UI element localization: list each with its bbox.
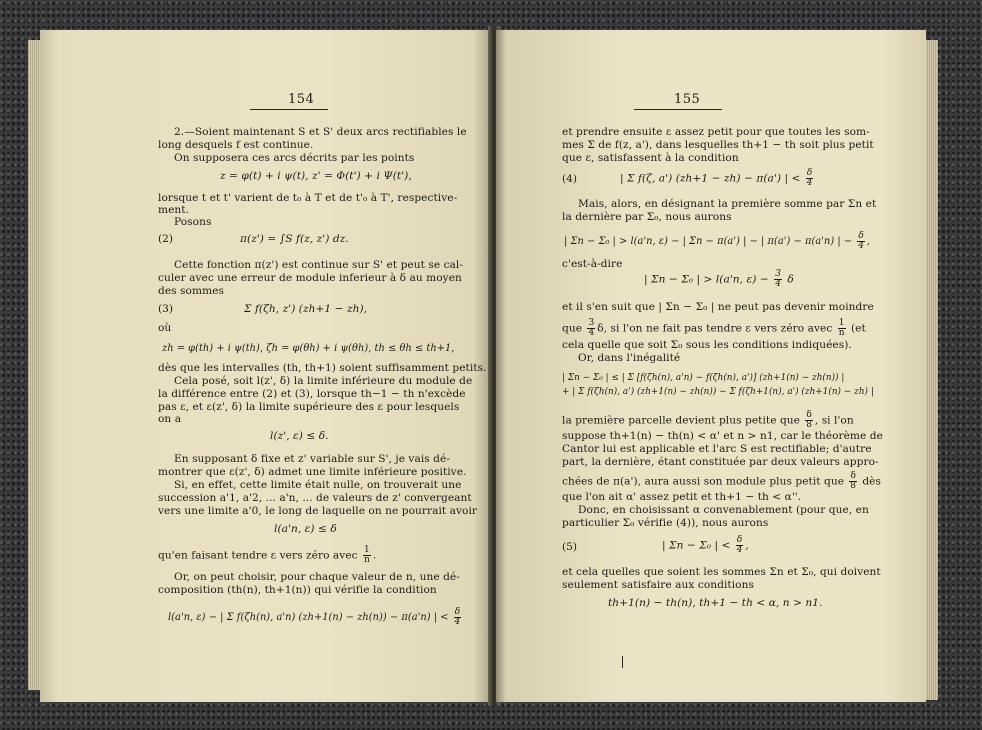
page-number-rule bbox=[634, 109, 722, 110]
text-line: cela quelle que soit Σ₀ sous les conditions indiquées). bbox=[562, 339, 852, 351]
text-fragment: (et bbox=[850, 322, 866, 335]
text-fragment: chées de π(a'), aura aussi son module plus petit que bbox=[562, 475, 845, 488]
formula: + | Σ f(ζh(n), a') (zh+1(n) − zh(n)) − Σ f(ζh+1(n), a') (zh+1(n) − zh) | bbox=[562, 387, 874, 397]
text-fragment: la première parcelle devient plus petite que bbox=[562, 414, 800, 427]
delta-symbol: δ bbox=[787, 273, 794, 286]
text-line bbox=[562, 472, 881, 491]
formula: π(z') = ∫S f(z, z') dz. bbox=[240, 233, 349, 245]
fraction-denominator: 4 bbox=[454, 617, 461, 627]
text-line: seulement satisfaire aux conditions bbox=[562, 579, 754, 591]
formula: l(z', ε) ≤ δ. bbox=[270, 430, 329, 442]
text-line: composition (th(n), th+1(n)) qui vérifie la condition bbox=[158, 584, 437, 596]
text-fragment: | Σn − Σ₀ | < bbox=[662, 539, 731, 552]
fraction bbox=[736, 536, 743, 555]
formula: Σ f(ζh, z') (zh+1 − zh), bbox=[244, 303, 368, 315]
text-line: vers une limite a'0, le long de laquelle on ne pourrait avoir bbox=[158, 505, 478, 517]
text-fragment: | Σ f(ζ, a') (zh+1 − zh) − π(a') | < bbox=[620, 172, 801, 185]
equation-label: (5) bbox=[562, 541, 578, 553]
formula: | Σn − Σ₀ | < $\frac{\delta}{4}$ , bbox=[662, 535, 749, 555]
fraction bbox=[805, 411, 812, 430]
text-line: succession a'1, a'2, ... a'n, ... de valeurs de z' convergeant bbox=[158, 492, 472, 504]
text-line: et cela quelles que soient les sommes Σn et Σ₀, qui doivent bbox=[562, 566, 881, 578]
fraction bbox=[849, 472, 856, 491]
text-fragment: , si l'on bbox=[814, 414, 854, 427]
text-line: Cette fonction π(z') est continue sur S' et peut se cal- bbox=[174, 259, 463, 271]
right-page bbox=[496, 30, 926, 702]
fraction-numerator: δ bbox=[806, 410, 812, 420]
fraction-denominator: 4 bbox=[775, 279, 781, 289]
fraction-denominator: n bbox=[838, 328, 845, 338]
text-line bbox=[562, 411, 854, 430]
text-line: des sommes bbox=[158, 285, 224, 297]
text-line: suppose th+1(n) − th(n) < α' et n > n1, car le théorème de bbox=[562, 430, 883, 442]
text-fragment: | Σn − Σ₀ | > l(a'n, ε) − bbox=[644, 273, 769, 286]
fraction bbox=[838, 319, 846, 338]
fraction-numerator: 3 bbox=[588, 318, 595, 328]
fraction-denominator: 8 bbox=[850, 481, 857, 491]
text-line: que l'on ait α' assez petit et th+1 − th < α''. bbox=[562, 491, 802, 503]
equation-label: (3) bbox=[158, 303, 174, 315]
text-fragment: l(a'n, ε) − | Σ f(ζh(n), a'n) (zh+1(n) − zh(n)) − π(a'n) | < bbox=[168, 612, 449, 623]
text-line: c'est-à-dire bbox=[562, 258, 623, 270]
fraction bbox=[857, 232, 864, 251]
text-fragment: que bbox=[562, 322, 583, 335]
fraction-denominator: n bbox=[364, 555, 370, 565]
fraction bbox=[774, 270, 782, 289]
text-line: qu'en faisant tendre ε vers zéro avec $\frac{1}{n}$ . bbox=[158, 545, 377, 565]
delta-symbol: δ bbox=[597, 322, 604, 335]
text-line: Posons bbox=[174, 216, 212, 228]
text-line: ment. bbox=[158, 204, 190, 216]
fraction-numerator: δ bbox=[736, 535, 743, 545]
formula: th+1(n) − th(n), th+1 − th < α, n > n1. bbox=[608, 597, 823, 609]
text-line: 2.—Soient maintenant S et S' deux arcs rectifiables le bbox=[174, 126, 467, 138]
text-fragment: | Σn − Σ₀ | > l(a'n, ε) − | Σn − π(a') | − | π(a') − π(a'n) | − bbox=[564, 236, 853, 247]
equation-label: (4) bbox=[562, 173, 578, 185]
text-line: mes Σ de f(z, a'), dans lesquelles th+1 − th soit plus petit bbox=[562, 139, 874, 151]
text-line: particulier Σ₀ vérifie (4)), nous aurons bbox=[562, 517, 769, 529]
fraction-numerator: 3 bbox=[775, 269, 781, 279]
fraction-denominator: 8 bbox=[806, 420, 813, 430]
fraction bbox=[454, 608, 461, 627]
formula bbox=[644, 270, 794, 289]
text-line: on a bbox=[158, 413, 182, 425]
text-line: la dernière par Σ₀, nous aurons bbox=[562, 211, 732, 223]
left-page bbox=[40, 30, 492, 702]
fraction-numerator: δ bbox=[454, 607, 461, 617]
formula bbox=[168, 608, 463, 627]
right-page-edge bbox=[926, 40, 938, 700]
text-line: Donc, en choisissant α convenablement (pour que, en bbox=[578, 504, 869, 516]
left-page-edge bbox=[28, 40, 40, 690]
page-number: 154 bbox=[288, 92, 315, 107]
text-line: On supposera ces arcs décrits par les points bbox=[174, 152, 415, 164]
text-line: culer avec une erreur de module inferieur à δ au moyen bbox=[158, 272, 462, 284]
text-line: dès que les intervalles (th, th+1) soient suffisamment petits. bbox=[158, 362, 487, 374]
text-line: part, la dernière, étant constituée par deux valeurs appro- bbox=[562, 456, 879, 468]
text-line: long desquels f est continue. bbox=[158, 139, 314, 151]
fraction-numerator: 1 bbox=[364, 545, 370, 555]
text-line: la différence entre (2) et (3), lorsque th−1 − th n'excède bbox=[158, 388, 466, 400]
fraction-numerator: δ bbox=[858, 231, 864, 241]
text-line: que ε, satisfassent à la condition bbox=[562, 152, 739, 164]
text-line: Mais, alors, en désignant la première somme par Σn et bbox=[578, 198, 877, 210]
formula: l(a'n, ε) ≤ δ bbox=[274, 523, 337, 535]
fraction bbox=[587, 319, 595, 338]
fraction-denominator: 4 bbox=[736, 545, 743, 555]
text-line: et prendre ensuite ε assez petit pour que toutes les som- bbox=[562, 126, 870, 138]
text-line bbox=[562, 319, 866, 338]
fraction-numerator: δ bbox=[806, 168, 813, 178]
fraction-numerator: 1 bbox=[838, 318, 845, 328]
text-fragment: dès bbox=[862, 475, 881, 488]
text-line: Or, on peut choisir, pour chaque valeur de n, une dé- bbox=[174, 571, 460, 583]
fraction-denominator: 4 bbox=[806, 178, 813, 188]
text-fragment: qu'en faisant tendre ε vers zéro avec bbox=[158, 549, 358, 562]
page-number-rule bbox=[250, 109, 328, 110]
text-line: Cela posé, soit l(z', δ) la limite inférieure du module de bbox=[174, 375, 473, 387]
fraction-denominator: 4 bbox=[588, 328, 595, 338]
formula: zh = φ(th) + i ψ(th), ζh = φ(θh) + i ψ(θh), th ≤ θh ≤ th+1, bbox=[162, 343, 455, 354]
text-line: En supposant δ fixe et z' variable sur S', je vais dé- bbox=[174, 453, 450, 465]
text-fragment: , si l'on ne fait pas tendre ε vers zéro avec bbox=[603, 322, 833, 335]
formula: | Σn − Σ₀ | ≤ | Σ [f(ζh(n), a'n) − f(ζh(n), a')] (zh+1(n) − zh(n)) | bbox=[562, 373, 845, 383]
fraction bbox=[806, 169, 813, 188]
fraction bbox=[363, 546, 371, 565]
text-line: Or, dans l'inégalité bbox=[578, 352, 681, 364]
page-number: 155 bbox=[674, 92, 701, 107]
text-line: et il s'en suit que | Σn − Σ₀ | ne peut pas devenir moindre bbox=[562, 301, 874, 313]
formula: | Σn − Σ₀ | > l(a'n, ε) − | Σn − π(a') | − | π(a') − π(a'n) | − $\frac{\delta}{4}$ , bbox=[564, 231, 870, 251]
formula bbox=[620, 169, 815, 188]
fraction-numerator: δ bbox=[850, 471, 856, 481]
pencil-mark bbox=[622, 656, 623, 668]
text-line: Si, en effet, cette limite était nulle, on trouverait une bbox=[174, 479, 462, 491]
formula: z = φ(t) + i ψ(t), z' = Φ(t') + i Ψ(t'), bbox=[220, 170, 412, 182]
text-line: pas ε, et ε(z', δ) la limite supérieure des ε pour lesquels bbox=[158, 401, 460, 413]
text-line: montrer que ε(z', δ) admet une limite inférieure positive. bbox=[158, 466, 467, 478]
text-line: Cantor lui est applicable et l'arc S est rectifiable; d'autre bbox=[562, 443, 872, 455]
equation-label: (2) bbox=[158, 233, 174, 245]
fraction-denominator: 4 bbox=[858, 241, 864, 251]
text-line: où bbox=[158, 322, 172, 334]
text-line: lorsque t et t' varient de t₀ à T et de t'₀ à T', respective- bbox=[158, 192, 458, 204]
